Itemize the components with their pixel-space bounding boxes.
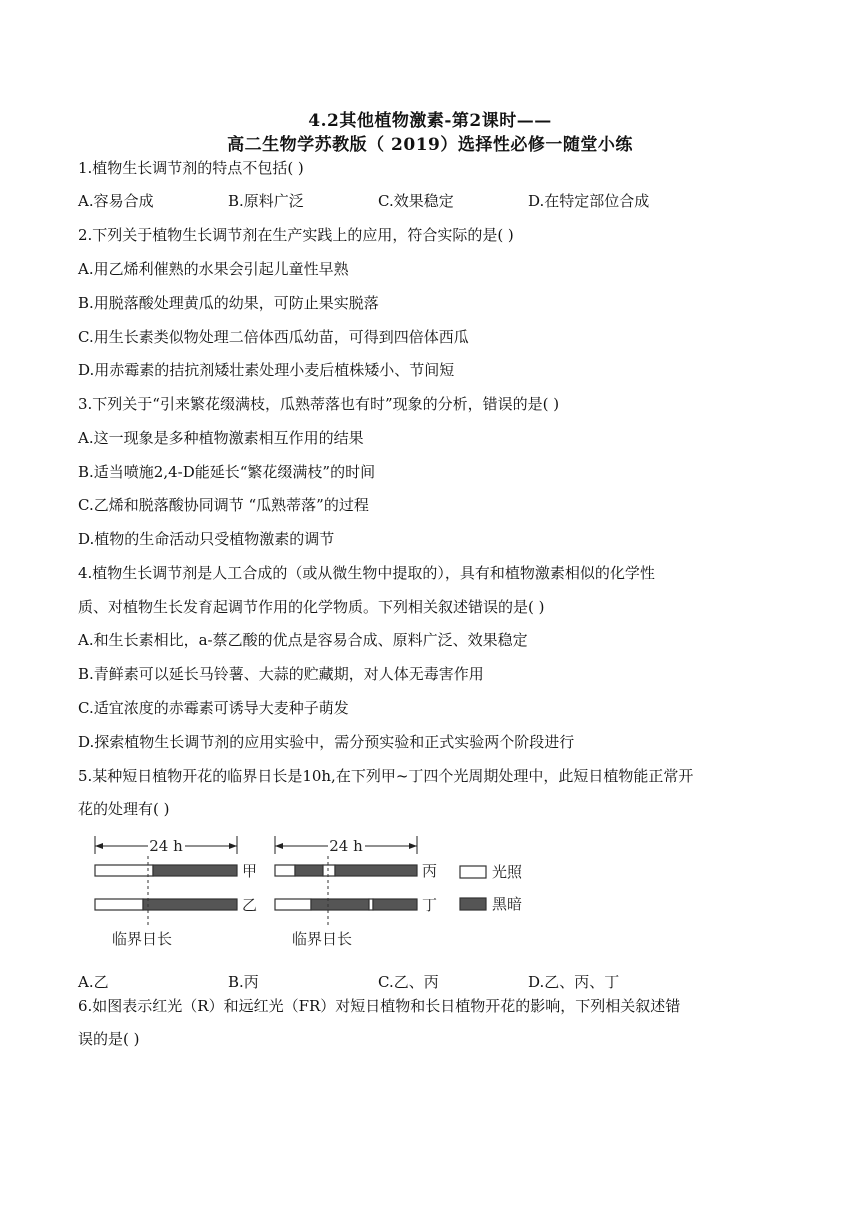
question-3-option-a: A.这一现象是多种植物激素相互作用的结果 xyxy=(78,429,364,447)
question-4-option-b: B.青鲜素可以延长马铃薯、大蒜的贮藏期，对人体无毒害作用 xyxy=(78,665,484,683)
question-1-stem: 1.植物生长调节剂的特点不包括( ) xyxy=(78,159,304,177)
question-4-option-a: A.和生长素相比，a-蔡乙酸的优点是容易合成、原料广泛、效果稳定 xyxy=(78,631,528,649)
arrowhead-right-end xyxy=(409,843,417,849)
question-3-option-b: B.适当喷施2,4-D能延长“繁花缀满枝”的时间 xyxy=(78,463,376,481)
row-label-yi: 乙 xyxy=(242,896,258,914)
critical-label-right: 临界日长 xyxy=(292,930,353,948)
legend-label-light: 光照 xyxy=(492,863,523,881)
legend-label-dark: 黑暗 xyxy=(492,895,523,913)
photoperiod-diagram xyxy=(80,826,540,958)
row-label-jia: 甲 xyxy=(242,862,258,880)
bar-yi-dark xyxy=(143,899,237,910)
arrowhead-left-start xyxy=(95,843,103,849)
question-3-option-d: D.植物的生命活动只受植物激素的调节 xyxy=(78,530,335,548)
page-title-line-1: 4.2其他植物激素-第2课时—— xyxy=(308,111,552,131)
photoperiod-figure xyxy=(80,826,540,958)
bar-bing-light-1 xyxy=(275,865,295,876)
question-2-option-c: C.用生长素类似物处理二倍体西瓜幼苗，可得到四倍体西瓜 xyxy=(78,328,469,346)
question-4-stem-line-1: 4.植物生长调节剂是人工合成的（或从微生物中提取的），具有和植物激素相似的化学性 xyxy=(78,564,655,582)
question-1-option-a: A.容易合成 xyxy=(78,192,154,210)
question-5-option-b: B.丙 xyxy=(228,973,259,991)
bar-yi-light xyxy=(95,899,143,910)
question-4-option-c: C.适宜浓度的赤霉素可诱导大麦种子萌发 xyxy=(78,699,349,717)
bar-bing-dark-2 xyxy=(335,865,417,876)
arrowhead-left-end xyxy=(229,843,237,849)
question-2-option-b: B.用脱落酸处理黄瓜的幼果，可防止果实脱落 xyxy=(78,294,379,312)
period-label-left: 24 h xyxy=(149,837,183,855)
question-5-option-c: C.乙、丙 xyxy=(378,973,439,991)
question-2-option-d: D.用赤霉素的拮抗剂矮壮素处理小麦后植株矮小、节间短 xyxy=(78,361,455,379)
question-5-option-a: A.乙 xyxy=(78,973,109,991)
question-6-stem-line-2: 误的是( ) xyxy=(78,1030,140,1048)
bar-ding-dark-1 xyxy=(311,899,369,910)
question-4-stem-line-2: 质、对植物生长发育起调节作用的化学物质。下列相关叙述错误的是( ) xyxy=(78,598,545,616)
question-5-option-d: D.乙、丙、丁 xyxy=(528,973,620,991)
bar-ding-light-2 xyxy=(369,899,373,910)
bar-jia-dark xyxy=(153,865,237,876)
question-5-stem-line-2: 花的处理有( ) xyxy=(78,800,170,818)
bar-ding-light-1 xyxy=(275,899,311,910)
legend-swatch-dark xyxy=(460,898,486,910)
period-label-right: 24 h xyxy=(329,837,363,855)
question-3-stem: 3.下列关于“引来繁花缀满枝，瓜熟蒂落也有时”现象的分析，错误的是( ) xyxy=(78,395,560,413)
bar-jia-light xyxy=(95,865,153,876)
question-1-option-b: B.原料广泛 xyxy=(228,192,304,210)
page-title-line-2: 高二生物学苏教版（ 2019）选择性必修一随堂小练 xyxy=(227,135,633,155)
question-2-stem: 2.下列关于植物生长调节剂在生产实践上的应用，符合实际的是( ) xyxy=(78,226,514,244)
legend-swatch-light xyxy=(460,866,486,878)
question-1-option-d: D.在特定部位合成 xyxy=(528,192,650,210)
row-label-ding: 丁 xyxy=(422,896,438,914)
question-4-option-d: D.探索植物生长调节剂的应用实验中，需分预实验和正式实验两个阶段进行 xyxy=(78,733,575,751)
row-label-bing: 丙 xyxy=(422,862,438,880)
question-5-stem-line-1: 5.某种短日植物开花的临界日长是10h,在下列甲~丁四个光周期处理中，此短日植物能正常开 xyxy=(78,767,694,785)
bar-bing-dark-1 xyxy=(295,865,323,876)
question-2-option-a: A.用乙烯利催熟的水果会引起儿童性早熟 xyxy=(78,260,349,278)
question-3-option-c: C.乙烯和脱落酸协同调节 “瓜熟蒂落”的过程 xyxy=(78,496,369,514)
critical-label-left: 临界日长 xyxy=(112,930,173,948)
question-6-stem-line-1: 6.如图表示红光（R）和远红光（FR）对短日植物和长日植物开花的影响，下列相关叙述错 xyxy=(78,997,681,1015)
arrowhead-right-start xyxy=(275,843,283,849)
question-1-option-c: C.效果稳定 xyxy=(378,192,454,210)
bar-bing-light-2 xyxy=(323,865,335,876)
bar-ding-dark-2 xyxy=(373,899,417,910)
